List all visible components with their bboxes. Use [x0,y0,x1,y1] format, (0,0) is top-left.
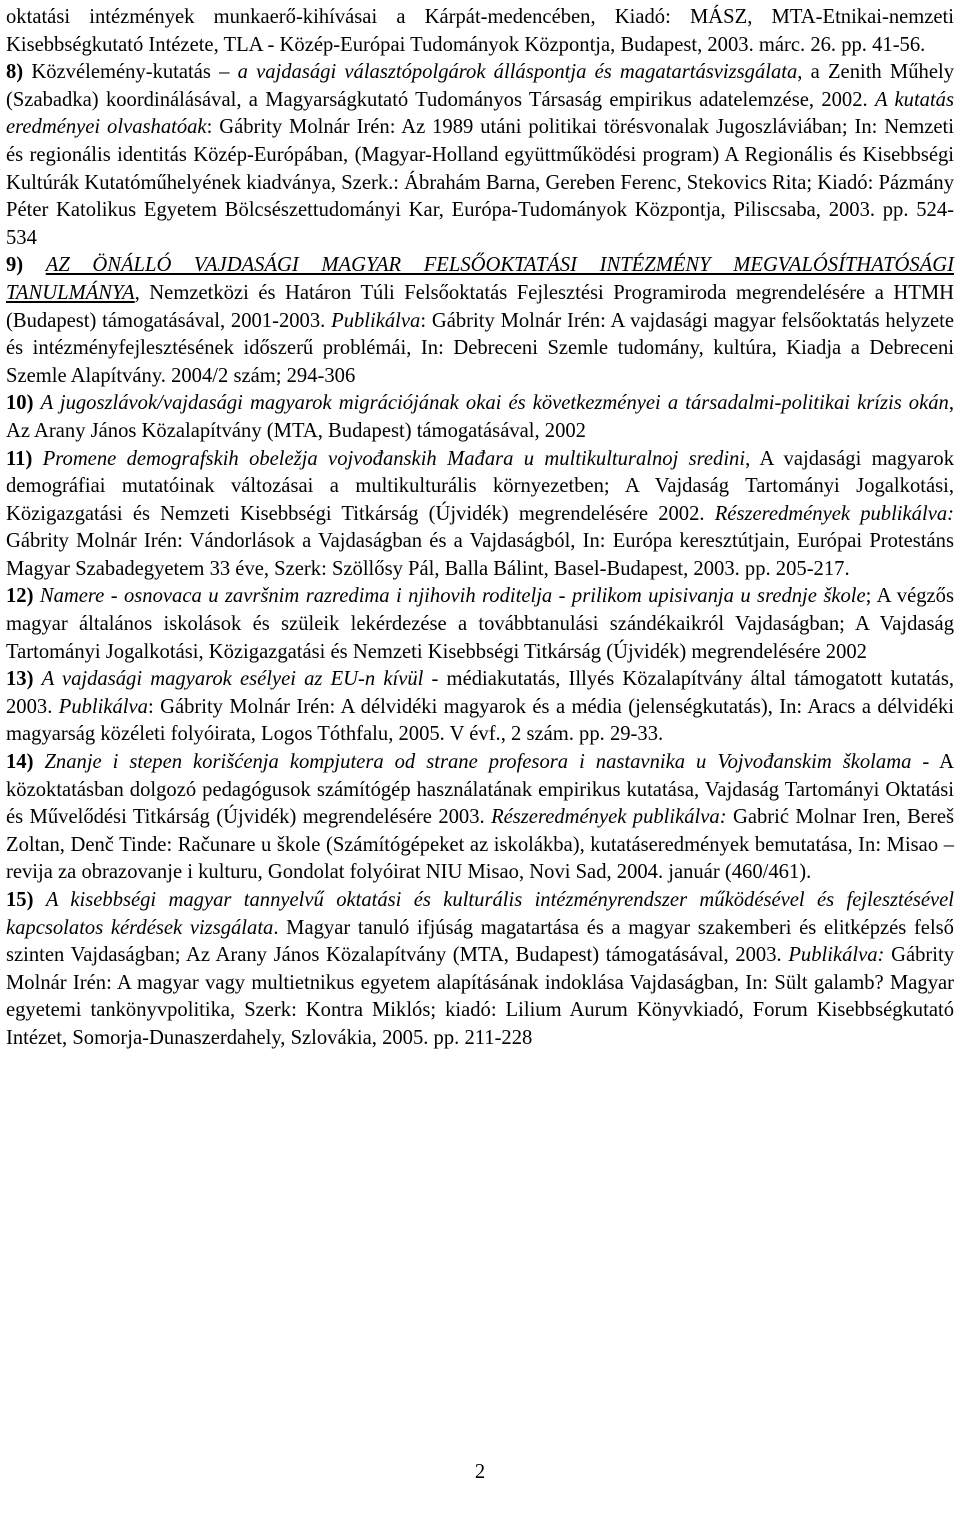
document-body [6,4,954,1053]
entry-text: , a Zenith Műhely (Szabadka) koordinálásával, a Magyarságkutató Tudományos Társaság empirikus adatelemzése, 2002. [6,61,954,111]
entry-number: 13) [6,668,34,691]
entry-text [23,254,46,276]
entry-text: . Magyar tanuló ifjúság magatartása és a magyar szakemberi és elitképzés felső szinten Vajdaságban; Az Arany János Közalapítvány (MTA, Budapest) támogatásával, 2003. [6,916,954,967]
entry-text: , A vajdasági magyarok demográfiai mutatóinak változásai a multikulturális környezetben; A Vajdaság Tartományi Jogalkotási, Közigazgatási és Nemzeti Kisebbségi Titkárság (Újvidék) megrendelésére 2002. [6,447,954,525]
entry-text: , Nemzetközi és Határon Túli Felsőoktatás Fejlesztési Programiroda megrendelésére a HTMH (Budapest) támogatásával, 2001-2003. [6,281,954,332]
entry-text: oktatási intézmények munkaerő-kihívásai a Kárpát-medencében, Kiadó: MÁSZ, MTA-Etnikai-nemzeti Kisebbségkutató Intézete, TLA - Közép-Európai Tudományok Központja, Budapest, 2003. márc. 26. pp. 41-56. [6,6,954,56]
entry-text: Gábrity Molnár Irén: Vándorlások a Vajdaságban és a Vajdaságból, In: Európa keresztútjain, Európai Protestáns Magyar Szabadegyetem 33 éve, Szerk: Szöllősy Pál, Balla Bálint, Basel-Budapest, 2003. pp. 205-217. [6,530,954,580]
reference-entry [6,583,954,666]
page-number: 2 [474,1461,486,1483]
entry-number: 8) [6,61,24,84]
entry-italic-text: Publikálva [331,309,421,332]
entry-text [33,751,44,773]
entry-title: AZ ÖNÁLLÓ VAJDASÁGI MAGYAR FELSŐOKTATÁSI INTÉZMÉNY MEGVALÓSÍTHATÓSÁGI TANULMÁNYA [6,254,954,304]
entry-text: , Az Arany János Közalapítvány (MTA, Budapest) támogatásával, 2002 [6,392,954,442]
entry-italic-text: A vajdasági magyarok esélyei az EU-n kívül [41,668,424,691]
entry-italic-text: Promene demografskih obeležja vojvođanskih Mađara u multikulturalnoj sredini [42,447,746,470]
reference-entry [6,59,954,252]
entry-text: - médiakutatás, Illyés Közalapítvány által támogatott kutatás, 2003. [6,668,954,718]
entry-text: : Gábrity Molnár Irén: A vajdasági magyar felsőoktatás helyzete és intézményfejlesztésének időszerű problémái, In: Debreceni Szemle tudomány, kultúra, Kiadja a Debreceni Szemle Alapítvány. 2004/2 szám; 294-306 [6,309,954,387]
entry-italic-text: Publikálva [58,695,148,718]
entry-italic-text: Namere - osnovaca u završnim razredima i njihovih roditelja - prilikom upisivanja u srednje škole [39,585,866,608]
entry-number: 14) [6,751,34,774]
entry-text: - A közoktatásban dolgozó pedagógusok számítógép használatának empirikus kutatása, Vajdaság Tartományi Oktatási és Művelődési Titkárság (Újvidék) megrendelésére 2003. [6,751,954,829]
continuation-paragraph [6,4,954,59]
entry-italic-text: A jugoszlávok/vajdasági magyarok migrációjának okai és következményei a társadalmi-politikai krízis okán [40,392,949,415]
entry-number: 10) [6,392,34,415]
entry-italic-text: Publikálva: [788,944,885,967]
reference-entry [6,252,954,390]
entry-italic-text: a vajdasági választópolgárok álláspontja és magatartásvizsgálata [237,61,798,84]
entry-text: : Gábrity Molnár Irén: Az 1989 utáni politikai törésvonalak Jugoszláviában; In: Nemzeti és regionális identitás Közép-Európában, (Magyar-Holland együttműködési program) A Regionális és Kisebbségi Kultúrák Kutatóműhelyének kiadványa, Szerk.: Ábrahám Barna, Gereben Ferenc, Stekovics Rita; Kiadó: Pázmány Péter Katolikus Egyetem Bölcsészettudományi Kar, Európa-Tudományok Központja, Piliscsaba, 2003. pp. 524-534 [6,116,955,249]
entry-number: 15) [6,889,34,911]
entry-number: 11) [6,447,33,470]
entry-text: ; A végzős magyar általános iskolások és szüleik lekérdezése a továbbtanulási szándékaikról Vajdaságban; A Vajdaság Tartományi Jogalkotási, Közigazgatási és Nemzeti Kisebbségi Titkárság (Újvidék) megrendelésére 2002 [6,585,954,663]
entry-text: : Gábrity Molnár Irén: A délvidéki magyarok és a média (jelenségkutatás), In: Aracs a délvidéki magyarság közéleti folyóirata, Logos Tóthfalu, 2005. V évf., 2 szám. pp. 29-33. [6,695,954,746]
entry-text: Közvélemény-kutatás – [23,61,238,84]
entry-text [33,392,40,414]
entry-number: 12) [6,585,34,608]
reference-entry [6,446,954,584]
entry-italic-text: Znanje i stepen korišćenja kompjutera od strane profesora i nastavnika u Vojvođanskim školama [44,751,912,774]
entry-text [33,889,45,911]
reference-entry [6,749,954,887]
reference-entry [6,666,954,749]
reference-entry [6,887,954,1053]
entry-number: 9) [6,254,24,277]
entry-italic-text: Részeredmények publikálva: [491,806,727,829]
entry-italic-text: A kutatás eredményei olvashatóak [6,88,954,139]
entry-italic-text: A kisebbségi magyar tannyelvű oktatási és kulturális intézményrendszer működésével és fejlesztésével kapcsolatos kérdések vizsgálata [6,889,954,939]
reference-entry [6,390,954,445]
entry-text [32,448,42,470]
entry-text: Gabrić Molnar Iren, Bereš Zoltan, Denč Tinde: Računare u škole (Számítógépeket az iskolákba), kutatáseredmények bemutatása, In: Misao – revija za obrazovanje i kulturu, Gondolat folyóirat NIU Misao, Novi Sad, 2004. január (460/461). [6,806,954,884]
entry-text: Gábrity Molnár Irén: A magyar vagy multietnikus egyetem alapításának indoklása Vajdaságban, In: Sült galamb? Magyar egyetemi tankönyvpolitika, Szerk: Kontra Miklós; kiadó: Lilium Aurum Könyvkiadó, Forum Kisebbségkutató Intézet, Somorja-Dunaszerdahely, Szlovákia, 2005. pp. 211-228 [6,944,954,1049]
entry-italic-text: Részeredmények publikálva: [714,502,954,525]
entry-text [33,668,41,690]
